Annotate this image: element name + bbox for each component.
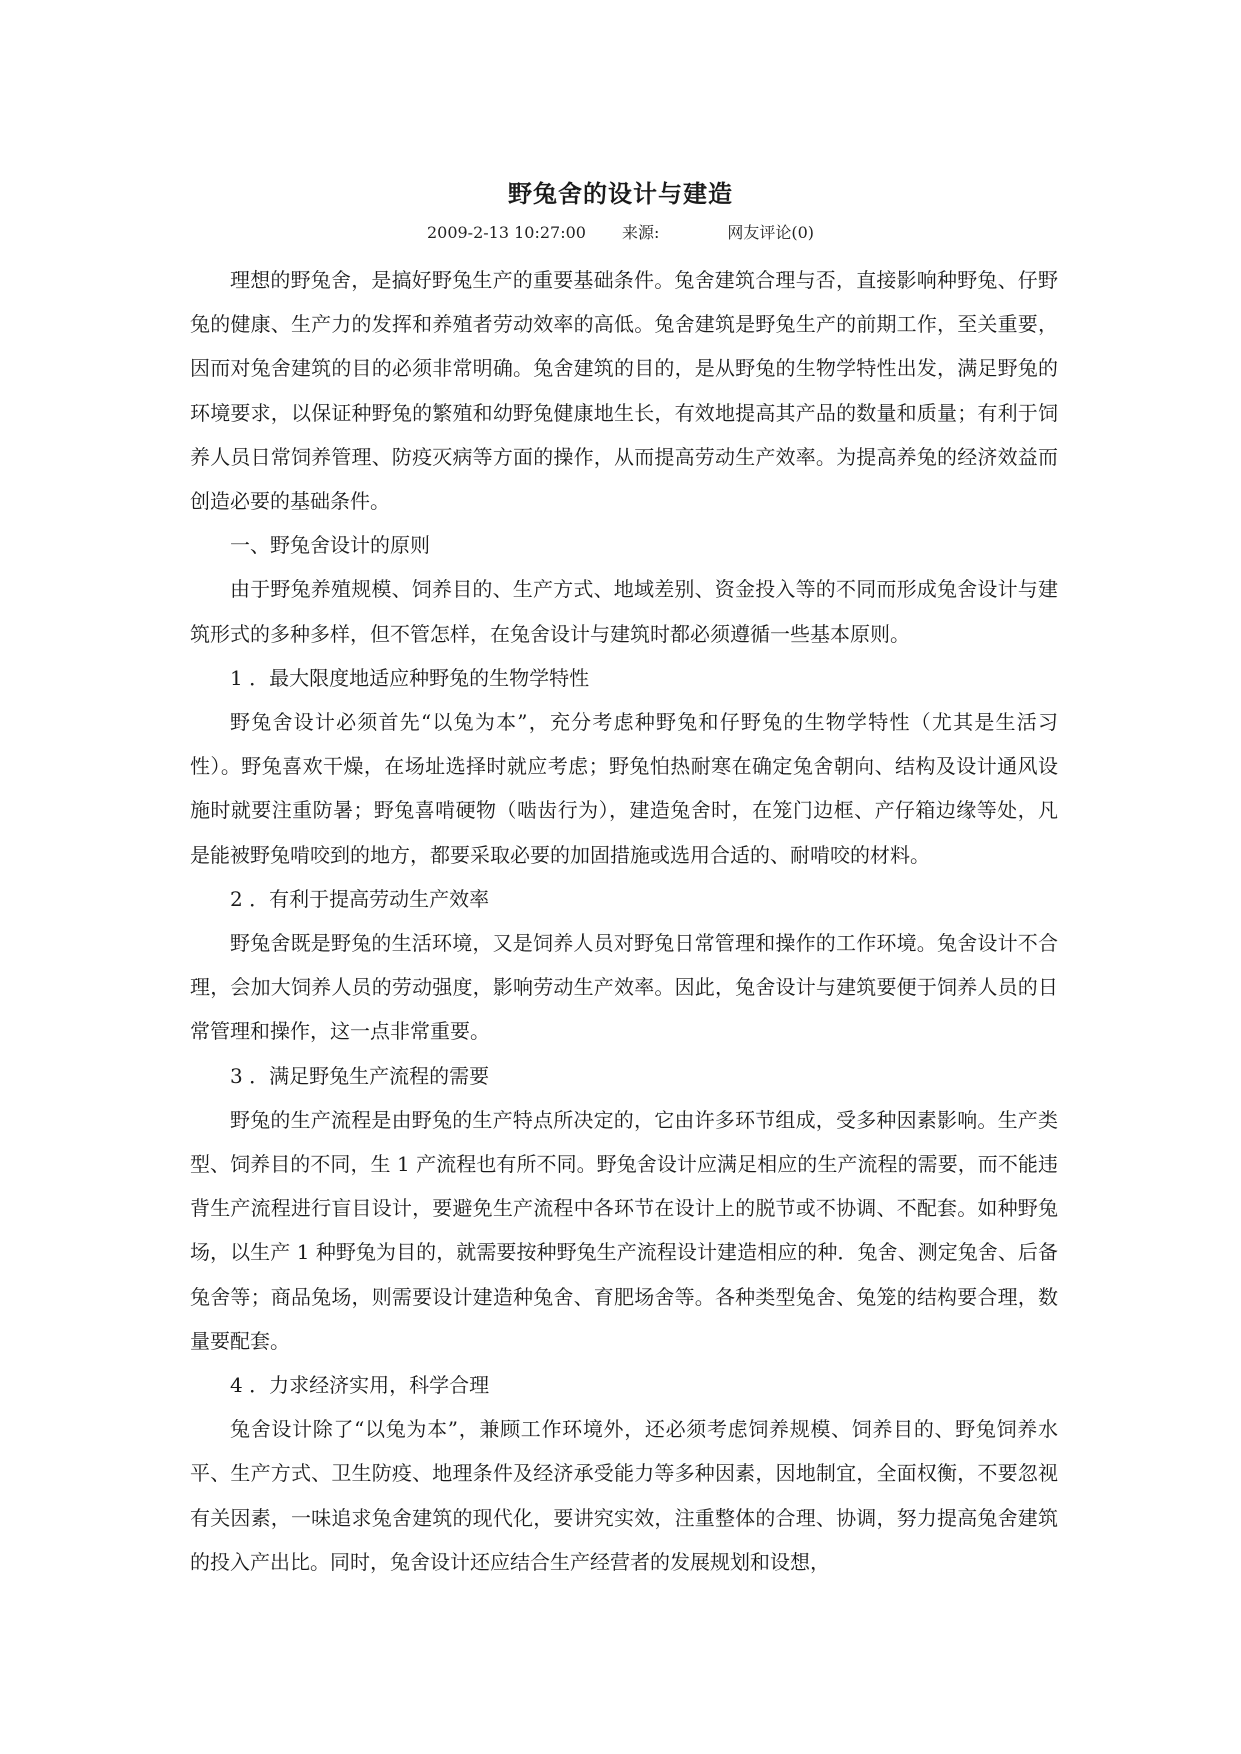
body-paragraph: 野兔的生产流程是由野兔的生产特点所决定的，它由许多环节组成，受多种因素影响。生产类型、饲养目的不同，生 1 产流程也有所不同。野兔舍设计应满足相应的生产流程的需要，而不能违背生产流程进行盲目设计，要避免生产流程中各环节在设计上的脱节或不协调、不配套。如种野兔场，以生产 1 种野兔为目的，就需要按种野兔生产流程设计建造相应的种．兔舍、测定兔舍、后备兔舍等；商品兔场，则需要设计建造种兔舍、育肥场舍等。各种类型兔舍、兔笼的结构要合理，数量要配套。: [190, 1107, 1058, 1353]
article-body: [190, 258, 1058, 1584]
body-paragraph: 由于野兔养殖规模、饲养目的、生产方式、地域差别、资金投入等的不同而形成兔舍设计与建筑形式的多种多样，但不管怎样，在兔舍设计与建筑时都必须遵循一些基本原则。: [190, 577, 1058, 646]
subsection-heading: 1 ．最大限度地适应种野兔的生物学特性: [230, 665, 590, 690]
body-paragraph: 兔舍设计除了“以兔为本”，兼顾工作环境外，还必须考虑饲养规模、饲养目的、野兔饲养水平、生产方式、卫生防疫、地理条件及经济承受能力等多种因素，因地制宜，全面权衡，不要忽视有关因素，一味追求兔舍建筑的现代化，要讲究实效，注重整体的合理、协调，努力提高兔舍建筑的投入产出比。同时，兔舍设计还应结合生产经营者的发展规划和设想，: [190, 1417, 1058, 1574]
article-meta: [0, 220, 1241, 243]
subsection-heading: 3 ．满足野兔生产流程的需要: [230, 1063, 490, 1088]
subsection-heading: 4 ．力求经济实用，科学合理: [230, 1373, 490, 1398]
subsection-heading: 2 ．有利于提高劳动生产效率: [230, 886, 490, 911]
source-label: 来源:: [621, 223, 660, 242]
document-title: 野兔舍的设计与建造: [508, 180, 733, 208]
body-paragraph: 野兔舍既是野兔的生活环境，又是饲养人员对野兔日常管理和操作的工作环境。兔舍设计不合理，会加大饲养人员的劳动强度，影响劳动生产效率。因此，兔舍设计与建筑要便于饲养人员的日常管理和操作，这一点非常重要。: [190, 931, 1058, 1044]
publish-datetime: 2009-2-13 10:27:00: [426, 223, 586, 242]
body-paragraph: 野兔舍设计必须首先“以兔为本”，充分考虑种野兔和仔野兔的生物学特性（尤其是生活习性）。野兔喜欢干燥，在场址选择时就应考虑；野兔怕热耐寒在确定兔舍朝向、结构及设计通风设施时就要注重防暑；野兔喜啃硬物（啮齿行为），建造兔舍时，在笼门边框、产仔箱边缘等处，凡是能被野兔啃咬到的地方，都要采取必要的加固措施或选用合适的、耐啃咬的材料。: [190, 710, 1058, 867]
body-paragraph: 理想的野兔舍，是搞好野兔生产的重要基础条件。兔舍建筑合理与否，直接影响种野兔、仔野兔的健康、生产力的发挥和养殖者劳动效率的高低。兔舍建筑是野兔生产的前期工作，至关重要，因而对兔舍建筑的目的必须非常明确。兔舍建筑的目的，是从野兔的生物学特性出发，满足野兔的环境要求，以保证种野兔的繁殖和幼野兔健康地生长，有效地提高其产品的数量和质量；有利于饲养人员日常饲养管理、防疫灭病等方面的操作，从而提高劳动生产效率。为提高养兔的经济效益而创造必要的基础条件。: [190, 268, 1058, 514]
section-heading: 一、野兔舍设计的原则: [230, 533, 430, 558]
comments-link[interactable]: 网友评论(0): [727, 223, 815, 242]
